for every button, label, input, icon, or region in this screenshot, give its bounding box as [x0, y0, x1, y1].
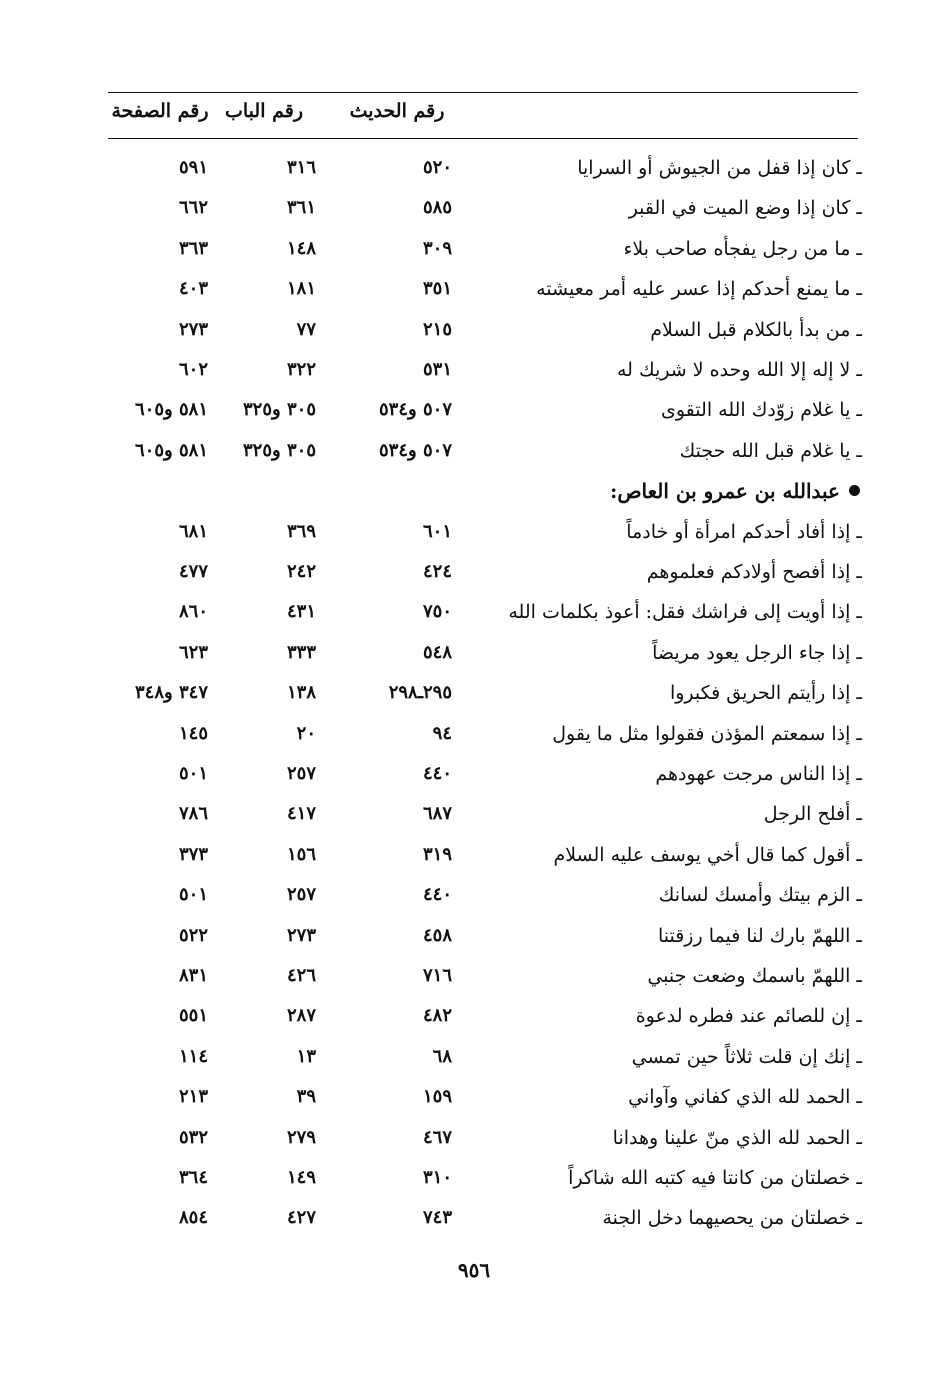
table-row [0, 796, 948, 832]
page-number: ٩٥٦ [457, 1258, 491, 1282]
chapter-number: ٣٠٥ و٣٢٥ [243, 399, 316, 421]
hadith-text: ـ ما يمنع أحدكم إذا عسر عليه أمر معيشته [536, 278, 862, 301]
page-ref: ١٤٥ [178, 722, 208, 744]
hadith-text: ـ إذا رأيتم الحريق فكبروا [669, 682, 862, 705]
chapter-number: ٤٣١ [286, 601, 316, 623]
chapter-number: ٣٦٩ [286, 520, 316, 542]
table-row [0, 312, 948, 348]
page-ref: ٨٦٠ [178, 601, 208, 623]
hadith-number: ٥٨٥ [422, 197, 452, 219]
hadith-number: ٧٥٠ [422, 601, 452, 623]
table-row [0, 190, 948, 226]
chapter-number: ٢٧٩ [286, 1126, 316, 1148]
hadith-text: ـ إذا أويت إلى فراشك فقل: أعوذ بكلمات الله [508, 601, 862, 624]
page-ref: ٥٩١ [178, 157, 208, 178]
page-ref: ٢١٣ [178, 1086, 208, 1108]
table-row [0, 392, 948, 428]
table-row [0, 675, 948, 711]
hadith-number: ٤٤٠ [422, 884, 452, 906]
table-row [0, 918, 948, 954]
chapter-number: ١٤٩ [286, 1167, 316, 1188]
hadith-text: ـ من بدأ بالكلام قبل السلام [650, 318, 862, 341]
hadith-number: ٧١٦ [422, 965, 452, 986]
chapter-number: ٢٠ [296, 722, 316, 744]
page-ref: ٥٨١ و٦٠٥ [135, 399, 208, 421]
hadith-number: ٦٠١ [422, 520, 452, 542]
hadith-text: ـ خصلتان من يحصيهما دخل الجنة [602, 1207, 862, 1230]
table-row [0, 1079, 948, 1115]
page-ref: ٨٣١ [178, 965, 208, 986]
page-ref [106, 473, 208, 509]
table-row [0, 150, 948, 186]
chapter-number: ٣٢٢ [286, 359, 316, 380]
chapter-number: ٣٩ [296, 1086, 316, 1108]
hadith-number: ٥٢٠ [422, 157, 452, 178]
page-ref: ٥٥١ [178, 1005, 208, 1027]
page-ref: ٥٠١ [178, 763, 208, 784]
table-row [0, 716, 948, 752]
hadith-number-header: رقم الحديث [349, 100, 445, 122]
hadith-number: ٣١٩ [422, 843, 452, 865]
table-row [0, 554, 948, 590]
hadith-text: ـ يا غلام قبل الله حجتك [679, 439, 862, 462]
table-row [0, 352, 948, 388]
hadith-text: ـ أفلح الرجل [763, 803, 862, 826]
hadith-number [334, 473, 452, 509]
section-heading-row [0, 473, 948, 509]
page-ref: ٣٦٣ [178, 237, 208, 259]
hadith-text: ـ الحمد لله الذي كفاني وآواني [628, 1086, 862, 1109]
chapter-number: ٤٢٦ [286, 965, 316, 986]
hadith-number: ٦٨ [432, 1045, 452, 1067]
page-ref: ٣٦٤ [178, 1167, 208, 1188]
hadith-text: ـ اللهمّ باسمك وضعت جنبي [647, 965, 862, 987]
table-row [0, 1200, 948, 1236]
table-row [0, 837, 948, 873]
chapter-number: ٢٧٣ [286, 924, 316, 946]
page-ref: ٦٨١ [178, 520, 208, 542]
table-row [0, 271, 948, 307]
hadith-text: ـ إذا جاء الرجل يعود مريضاً [652, 641, 862, 664]
chapter-number: ٢٨٧ [286, 1005, 316, 1027]
chapter-number: ٢٤٢ [286, 561, 316, 582]
hadith-number: ٣٠٩ [422, 237, 452, 259]
hadith-text: ـ إن للصائم عند فطره لدعوة [635, 1005, 862, 1028]
hadith-number: ٥٣١ [422, 359, 452, 380]
chapter-number: ٧٧ [296, 318, 316, 340]
chapter-number: ١٤٨ [286, 237, 316, 259]
page-ref: ٥٣٢ [178, 1126, 208, 1148]
chapter-number: ٣٠٥ و٣٢٥ [243, 439, 316, 461]
hadith-text: ـ إذا أفصح أولادكم فعلموهم [646, 561, 862, 583]
page-ref: ٤٧٧ [178, 561, 208, 582]
page-ref: ٥٢٢ [178, 924, 208, 946]
page-ref: ٨٥٤ [178, 1207, 208, 1229]
chapter-number-header: رقم الباب [225, 100, 303, 122]
page-ref: ٦٦٢ [178, 197, 208, 219]
hadith-text: ـ ما من رجل يفجأه صاحب بلاء [623, 237, 862, 260]
hadith-number: ٦٨٧ [422, 803, 452, 825]
hadith-number: ٢٩٥ـ٢٩٨ [388, 682, 452, 704]
chapter-number: ٣٣٣ [286, 641, 316, 663]
hadith-number: ٥٤٨ [422, 641, 452, 663]
hadith-text: ـ يا غلام زوّدك الله التقوى [661, 399, 862, 422]
hadith-number: ٢١٥ [422, 318, 452, 340]
hadith-text: ـ كان إذا قفل من الجيوش أو السرايا [577, 157, 862, 179]
hadith-number: ٤٥٨ [422, 924, 452, 946]
page-number-header: رقم الصفحة [111, 100, 209, 122]
hadith-text: ـ الحمد لله الذي منّ علينا وهدانا [612, 1126, 862, 1149]
page-ref: ٧٨٦ [178, 803, 208, 825]
table-row [0, 998, 948, 1034]
chapter-number: ٢٥٧ [286, 884, 316, 906]
chapter-number: ٤١٧ [286, 803, 316, 825]
hadith-text: ـ خصلتان من كانتا فيه كتبه الله شاكراً [568, 1167, 862, 1189]
bullet-icon [849, 485, 860, 496]
chapter-number: ٢٥٧ [286, 763, 316, 784]
hadith-text: ـ الزم بيتك وأمسك لسانك [658, 884, 862, 907]
hadith-number: ١٥٩ [422, 1086, 452, 1108]
hadith-number: ٩٤ [432, 722, 452, 744]
chapter-number: ٣١٦ [286, 157, 316, 178]
hadith-text: ـ إذا الناس مرجت عهودهم [655, 763, 862, 785]
chapter-number: ١٥٦ [286, 843, 316, 865]
chapter-number: ٣٦١ [286, 197, 316, 219]
hadith-number: ٤٦٧ [422, 1126, 452, 1148]
hadith-number: ٥٠٧ و٥٣٤ [379, 399, 452, 421]
table-row [0, 231, 948, 267]
hadith-number: ٣١٠ [422, 1167, 452, 1188]
hadith-text: ـ اللهمّ بارك لنا فيما رزقتنا [657, 924, 862, 947]
page-ref: ٢٧٣ [178, 318, 208, 340]
table-row [0, 1120, 948, 1156]
hadith-number: ٤٤٠ [422, 763, 452, 784]
chapter-number: ١٨١ [286, 278, 316, 300]
table-row [0, 1160, 948, 1196]
hadith-text: ـ أقول كما قال أخي يوسف عليه السلام [553, 843, 862, 866]
hadith-text: ـ إذا أفاد أحدكم امرأة أو خادماً [626, 520, 862, 543]
hadith-text: ـ إنك إن قلت ثلاثاً حين تمسي [631, 1045, 862, 1068]
hadith-number: ٤٨٢ [422, 1005, 452, 1027]
table-row [0, 635, 948, 671]
page-ref: ٤٠٣ [178, 278, 208, 300]
table-row [0, 594, 948, 630]
hadith-number: ٥٠٧ و٥٣٤ [379, 439, 452, 461]
table-row [0, 514, 948, 550]
page-ref: ٣٤٧ و٣٤٨ [135, 682, 208, 704]
hadith-number: ٣٥١ [422, 278, 452, 300]
page-ref: ٥٨١ و٦٠٥ [135, 439, 208, 461]
hadith-text: ـ لا إله إلا الله وحده لا شريك له [617, 359, 862, 381]
page-ref: ٦٢٣ [178, 641, 208, 663]
table-row [0, 433, 948, 469]
chapter-number: ١٣ [296, 1045, 316, 1067]
table-row [0, 1039, 948, 1075]
hadith-number: ٤٢٤ [422, 561, 452, 582]
hadith-text: ـ إذا سمعتم المؤذن فقولوا مثل ما يقول [552, 722, 862, 745]
hadith-number: ٧٤٣ [422, 1207, 452, 1229]
chapter-number [218, 473, 316, 509]
table-row [0, 958, 948, 994]
chapter-number: ١٣٨ [286, 682, 316, 704]
page-ref: ٦٠٢ [178, 359, 208, 380]
chapter-number: ٤٢٧ [286, 1207, 316, 1229]
page-ref: ٣٧٣ [178, 843, 208, 865]
table-row [0, 877, 948, 913]
table-row [0, 756, 948, 792]
section-title: عبدالله بن عمرو بن العاص: [609, 479, 840, 504]
page-ref: ٥٠١ [178, 884, 208, 906]
hadith-text: ـ كان إذا وضع الميت في القبر [628, 197, 862, 220]
page-ref: ١١٤ [178, 1045, 208, 1067]
